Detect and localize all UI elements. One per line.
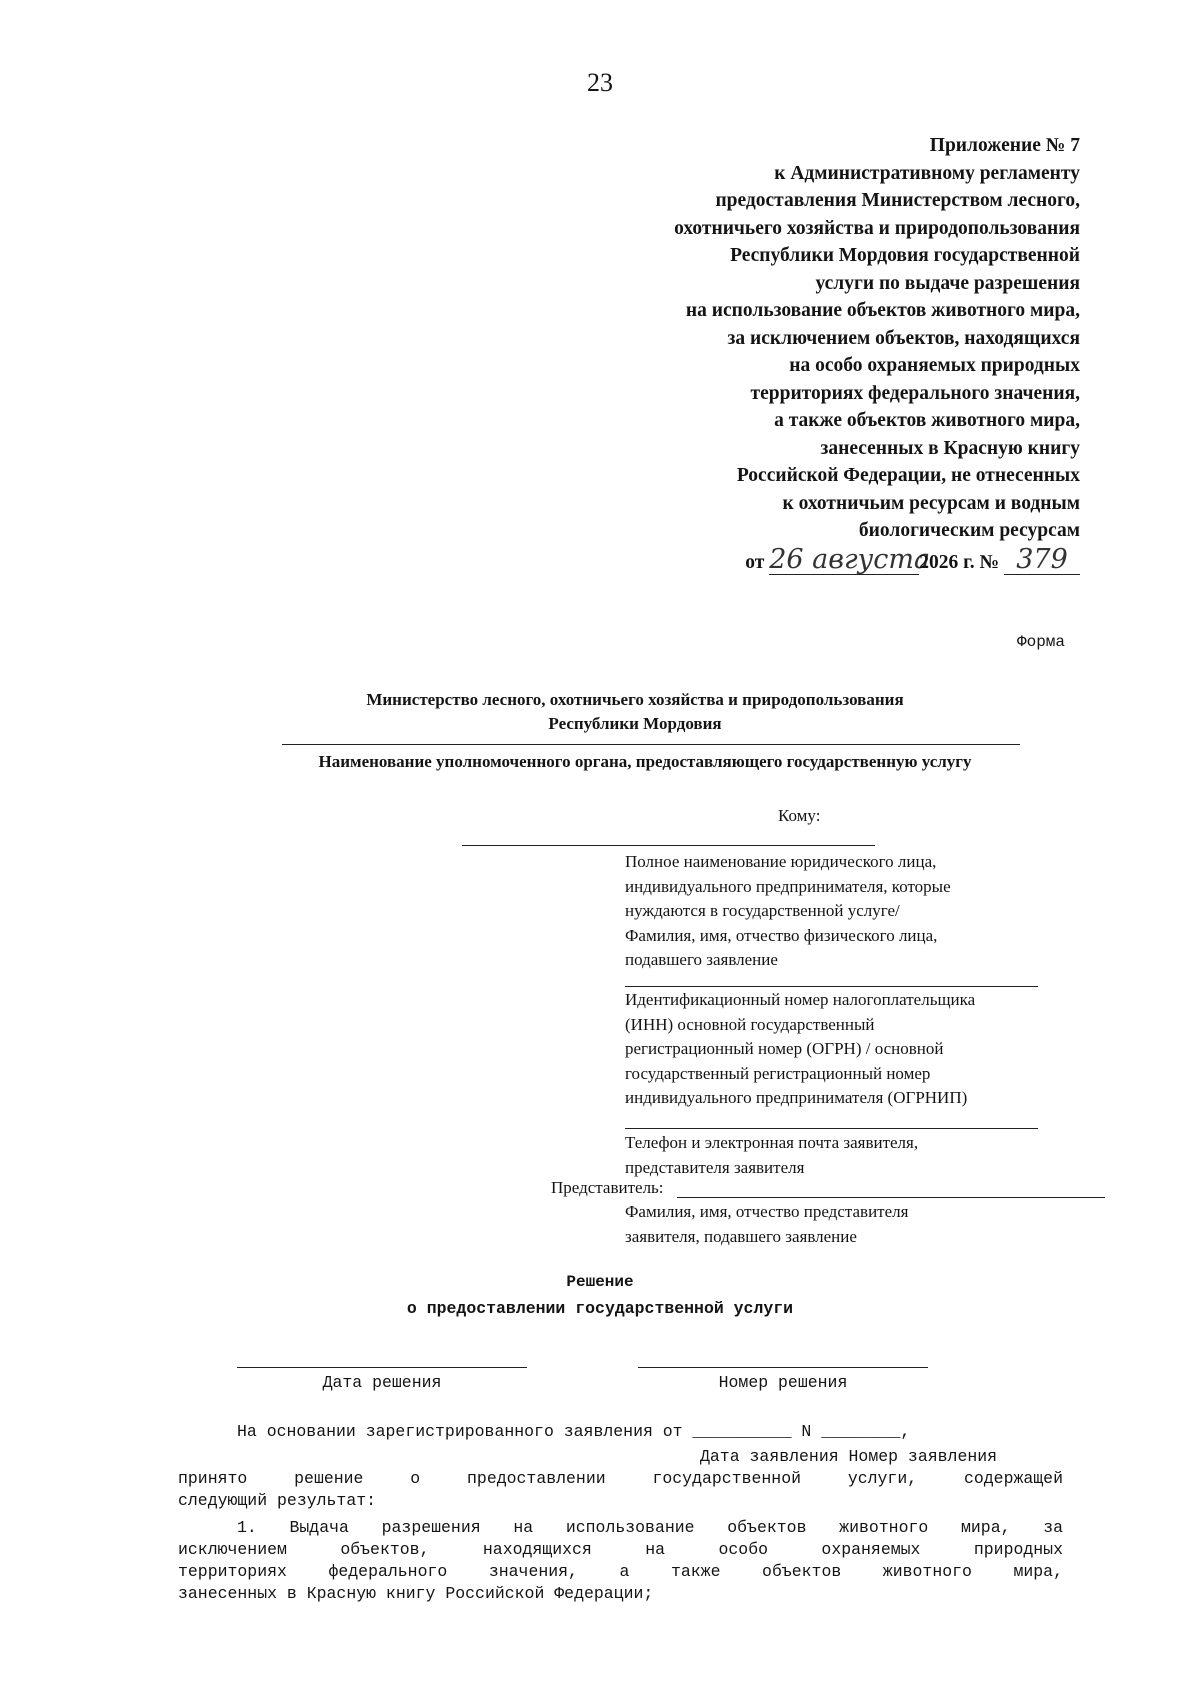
to-label: Кому: xyxy=(778,806,821,825)
caption-line: Полное наименование юридического лица, xyxy=(625,852,937,871)
appendix-line: к охотничьим ресурсам и водным xyxy=(782,492,1080,514)
caption-line: государственный регистрационный номер xyxy=(625,1063,931,1083)
word: предоставлении xyxy=(467,1469,606,1488)
caption-line: Фамилия, имя, отчество физического лица, xyxy=(625,925,938,945)
decision-text-line: следующий результат: xyxy=(178,1491,377,1510)
contact-caption xyxy=(625,1131,918,1180)
caption-line: представителя заявителя xyxy=(625,1157,805,1177)
word: услуги, xyxy=(847,1469,918,1488)
appendix-line: за исключением объектов, находящихся xyxy=(727,327,1080,349)
caption-line: индивидуального предпринимателя (ОГРНИП) xyxy=(625,1088,968,1107)
appendix-line: на особо охраняемых природных xyxy=(789,355,1080,376)
ministry-name xyxy=(250,688,1020,736)
representative-label: Представитель: xyxy=(551,1178,664,1197)
representative-caption xyxy=(625,1200,908,1249)
representative-line xyxy=(677,1197,1105,1198)
caption-line: Идентификационный номер налогоплательщика xyxy=(625,990,976,1009)
handwritten-date: 26 августа xyxy=(769,544,931,575)
contact-line xyxy=(625,1128,1038,1129)
result-item-line: исключением объектов, находящихся на особо охраняемых природных xyxy=(178,1540,1063,1559)
appendix-line: охотничьего хозяйства и природопользования xyxy=(674,217,1080,239)
appendix-line: территориях федерального значения, xyxy=(750,382,1080,404)
decision-text-line xyxy=(178,1469,1063,1488)
underline-divider xyxy=(282,744,1020,745)
recipient-name-line xyxy=(462,845,875,846)
word: принято xyxy=(178,1469,248,1488)
appendix-line: на использование объектов животного мира, xyxy=(685,300,1080,321)
inn-caption xyxy=(625,988,975,1111)
year-number-label: 2026 г. № xyxy=(919,552,1000,573)
appendix-line: занесенных в Красную книгу xyxy=(820,437,1080,459)
appendix-line: Приложение № 7 xyxy=(929,135,1080,156)
caption-line: (ИНН) основной государственный xyxy=(625,1014,875,1034)
caption-line: подавшего заявление xyxy=(625,950,778,969)
form-label: Форма xyxy=(1016,633,1065,651)
appendix-line: к Административному регламенту xyxy=(774,162,1080,184)
caption-line: Телефон и электронная почта заявителя, xyxy=(625,1133,919,1152)
result-item-line: занесенных в Красную книгу Российской Федерации; xyxy=(178,1584,654,1603)
caption-line: индивидуального предпринимателя, которые xyxy=(625,876,951,896)
caption-line: заявителя, подавшего заявление xyxy=(625,1226,857,1246)
appendix-line: Республики Мордовия государственной xyxy=(730,245,1080,266)
ministry-line: Министерство лесного, охотничьего хозяйства и природопользования xyxy=(366,690,904,709)
from-label: от xyxy=(745,552,765,573)
appendix-line: услуги по выдаче разрешения xyxy=(815,272,1080,294)
handwritten-number: 379 xyxy=(1004,546,1080,575)
regulation-date-number xyxy=(745,546,1080,575)
appendix-header xyxy=(480,132,1080,545)
application-subcaption: Дата заявления Номер заявления xyxy=(700,1447,998,1466)
caption-line: нуждаются в государственной услуге/ xyxy=(625,901,900,920)
organ-caption: Наименование уполномоченного органа, предоставляющего государственную услугу xyxy=(318,752,972,771)
recipient-name-caption xyxy=(625,850,951,973)
decision-date-line xyxy=(237,1367,527,1368)
ministry-line: Республики Мордовия xyxy=(548,714,722,733)
decision-number-caption: Номер решения xyxy=(718,1373,848,1392)
word: о xyxy=(410,1469,421,1488)
basis-line: На основании зарегистрированного заявления от __________ N ________, xyxy=(237,1422,911,1441)
caption-line: регистрационный номер (ОГРН) / основной xyxy=(625,1039,944,1058)
decision-subtitle: о предоставлении государственной услуги xyxy=(406,1299,794,1318)
page-number: 23 xyxy=(587,68,613,97)
word: содержащей xyxy=(963,1469,1063,1488)
result-item-line: 1. Выдача разрешения на использование объектов животного мира, за xyxy=(237,1518,1063,1537)
word: государственной xyxy=(652,1469,801,1488)
result-item-line: территориях федерального значения, а также объектов животного мира, xyxy=(178,1562,1063,1581)
appendix-line: предоставления Министерством лесного, xyxy=(715,190,1080,211)
inn-line xyxy=(625,986,1038,987)
word: решение xyxy=(294,1469,364,1488)
decision-number-line xyxy=(638,1367,928,1368)
appendix-line: а также объектов животного мира, xyxy=(774,410,1080,431)
decision-date-caption: Дата решения xyxy=(322,1373,442,1392)
caption-line: Фамилия, имя, отчество представителя xyxy=(625,1202,909,1221)
appendix-line: биологическим ресурсам xyxy=(858,520,1080,541)
decision-title: Решение xyxy=(566,1273,634,1291)
appendix-line: Российской Федерации, не отнесенных xyxy=(736,465,1080,486)
